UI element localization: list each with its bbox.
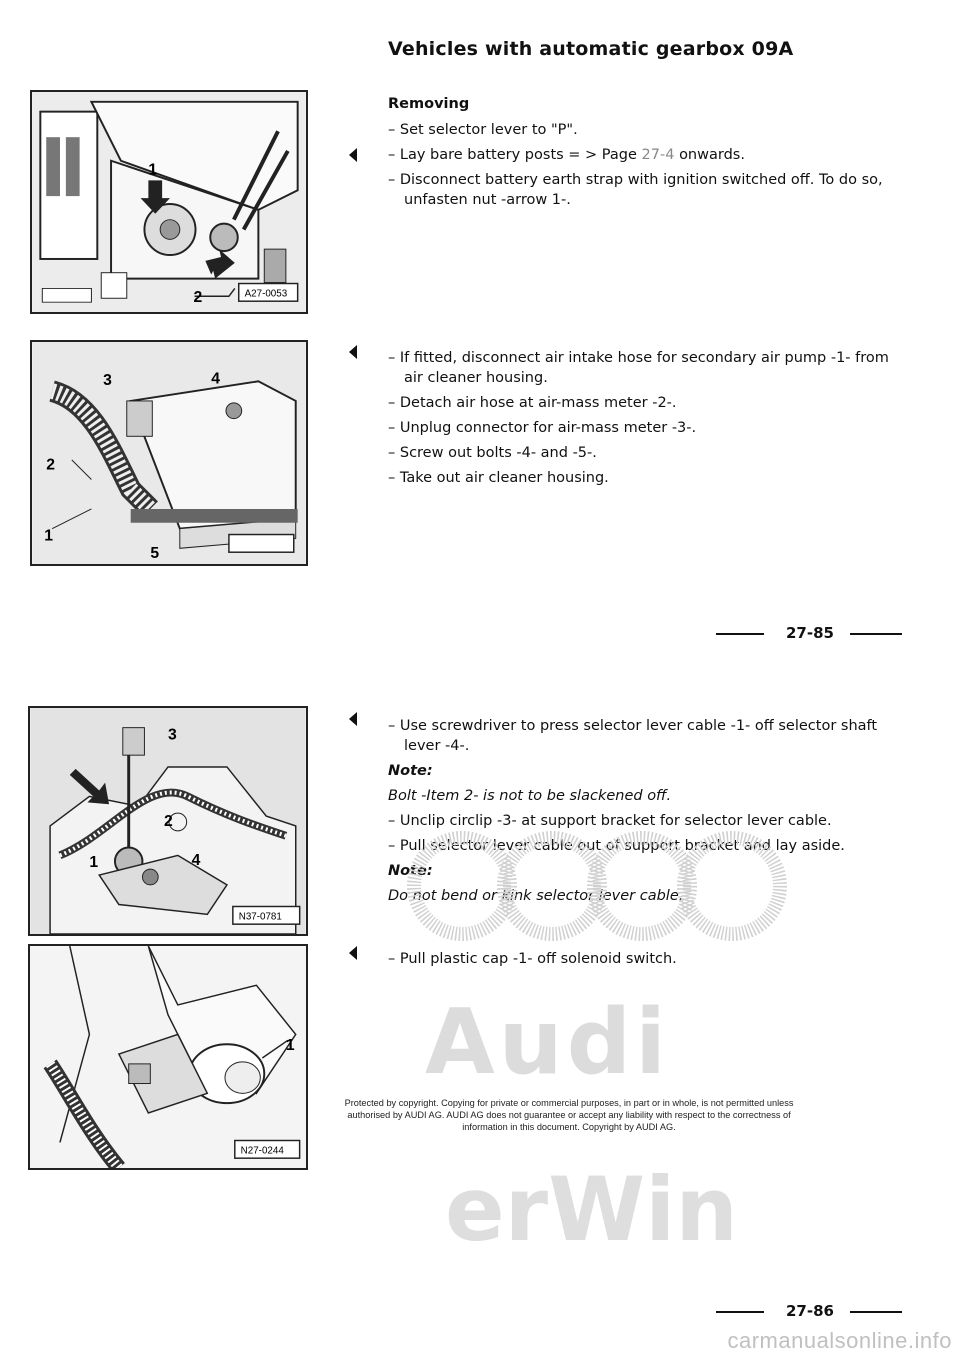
- step-take-out-housing: – Take out air cleaner housing.: [388, 470, 609, 486]
- marker-arrow-4: [349, 946, 357, 960]
- step-pull-cable-out: – Pull selector lever cable out of support bracket and lay aside.: [388, 838, 845, 854]
- fig4-label-1: 1: [285, 1037, 295, 1055]
- page-rule-left-2: [716, 1311, 764, 1313]
- site-watermark: carmanualsonline.info: [727, 1328, 952, 1353]
- step-disconnect-battery: – Disconnect battery earth strap with ignition switched off. To do so, unfasten nut -arrow 1-.: [388, 172, 883, 208]
- page-ref-link[interactable]: 27-4: [641, 147, 675, 163]
- note-label-1: Note:: [388, 763, 433, 779]
- fig1-label-2: 2: [193, 289, 203, 307]
- fig4-code: N27-0244: [240, 1145, 284, 1157]
- fig3-label-4: 4: [191, 852, 201, 870]
- step-disconnect-intake-hose: – If fitted, disconnect air intake hose for secondary air pump -1- from air cleaner housing.: [388, 350, 889, 386]
- section-heading: Removing: [388, 96, 470, 112]
- fig2-label-2: 2: [46, 456, 55, 474]
- step-lay-bare: [388, 145, 908, 165]
- note-text-2: Do not bend or kink selector lever cable.: [388, 888, 684, 904]
- section-selector-lever-cable: [388, 716, 908, 911]
- step-pull-plastic-cap: – Pull plastic cap -1- off solenoid switch.: [388, 951, 677, 967]
- fig2-label-3: 3: [103, 372, 112, 390]
- marker-arrow-1: [349, 148, 357, 162]
- figure-air-cleaner-illustration: [32, 342, 306, 564]
- step-unclip-circlip: – Unclip circlip -3- at support bracket for selector lever cable.: [388, 813, 832, 829]
- erwin-watermark: erWin: [445, 1158, 738, 1261]
- step-detach-air-hose: – Detach air hose at air-mass meter -2-.: [388, 395, 677, 411]
- fig3-code: N37-0781: [238, 911, 282, 923]
- figure-solenoid-switch: [28, 944, 308, 1170]
- step-set-selector: – Set selector lever to "P".: [388, 122, 578, 138]
- note-label-2: Note:: [388, 863, 433, 879]
- marker-arrow-3: [349, 712, 357, 726]
- section-removing: [388, 94, 908, 215]
- figure-battery-illustration: [32, 92, 306, 312]
- page-rule-left-1: [716, 633, 764, 635]
- fig3-label-3: 3: [168, 726, 177, 744]
- marker-arrow-2: [349, 345, 357, 359]
- page-ref-suffix: onwards.: [679, 147, 745, 163]
- step-lay-bare-text: – Lay bare battery posts = > Page: [388, 147, 637, 163]
- page-title: Vehicles with automatic gearbox 09A: [388, 38, 794, 60]
- step-press-cable-off: – Use screwdriver to press selector lever cable -1- off selector shaft lever -4-.: [388, 718, 878, 754]
- fig3-label-1: 1: [89, 854, 99, 872]
- figure-solenoid-switch-illustration: [30, 946, 306, 1168]
- fig2-label-4: 4: [211, 370, 220, 388]
- fig2-label-5: 5: [150, 545, 160, 563]
- page-rule-right-2: [850, 1311, 902, 1313]
- figure-selector-lever: [28, 706, 308, 936]
- fig1-code: A27-0053: [244, 288, 288, 300]
- fig2-label-1: 1: [44, 527, 53, 545]
- step-unplug-connector: – Unplug connector for air-mass meter -3-.: [388, 420, 697, 436]
- section-air-cleaner: [388, 348, 908, 493]
- figure-battery: [30, 90, 308, 314]
- page-rule-right-1: [850, 633, 902, 635]
- figure-selector-lever-illustration: [30, 708, 306, 934]
- page-number-27-85: 27-85: [786, 624, 834, 642]
- section-solenoid: [388, 949, 908, 974]
- fig1-label-1: 1: [148, 161, 158, 179]
- audi-brand-watermark: Audi: [425, 990, 670, 1095]
- page-number-27-86: 27-86: [786, 1302, 834, 1320]
- fig3-label-2: 2: [164, 812, 173, 830]
- copyright-notice: Protected by copyright. Copying for private or commercial purposes, in part or in whole, is not permitted unless authorised by AUDI AG. AUDI AG does not guarantee or accept any liability with respect to the correctness of information in this document. Copyright by AUDI AG.: [344, 1098, 794, 1132]
- step-screw-out-bolts: – Screw out bolts -4- and -5-.: [388, 445, 597, 461]
- figure-air-cleaner: [30, 340, 308, 566]
- note-text-1: Bolt -Item 2- is not to be slackened off.: [388, 788, 672, 804]
